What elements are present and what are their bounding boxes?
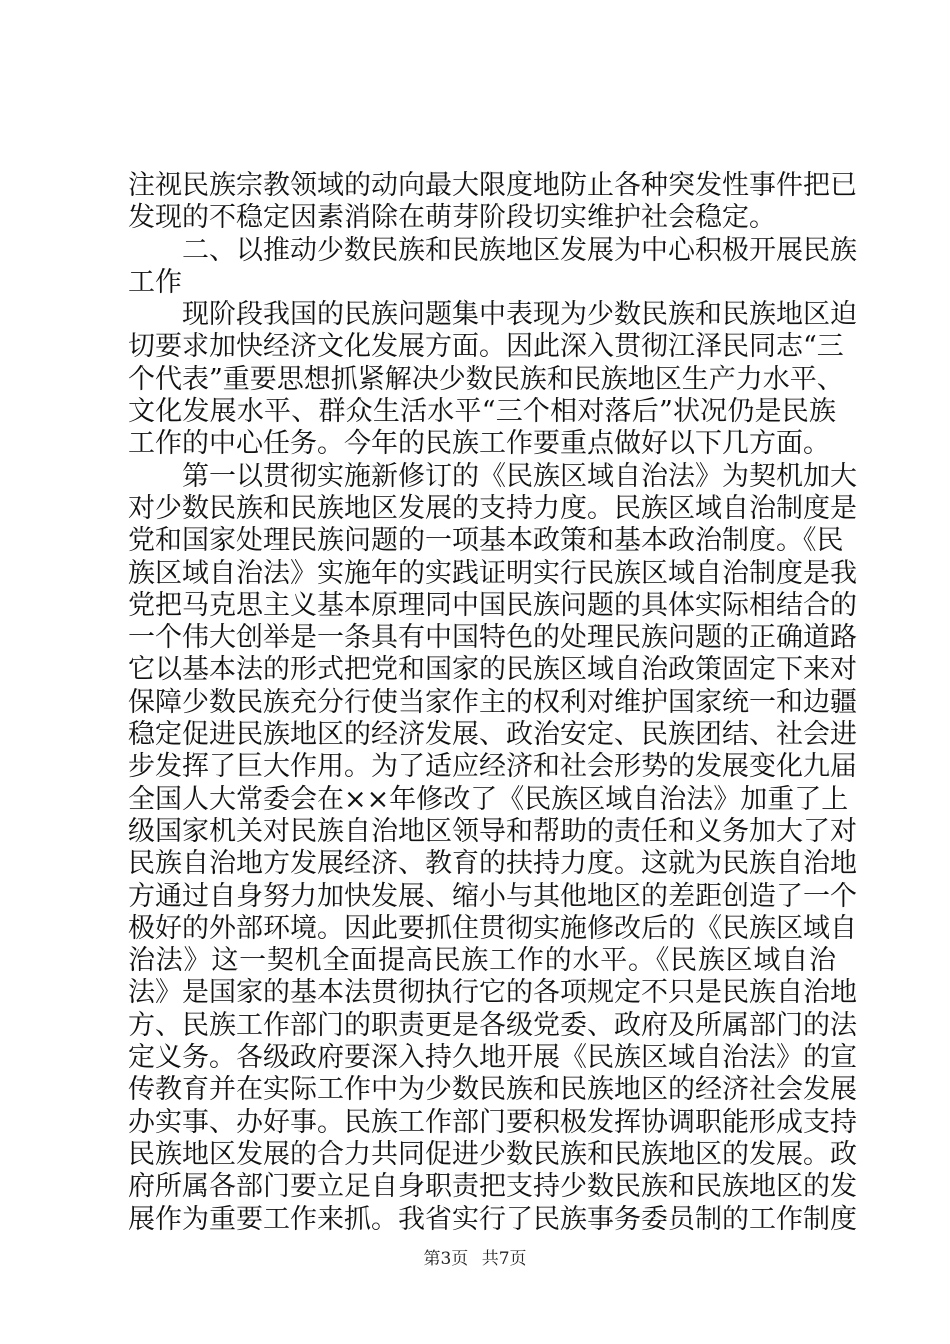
text-line: 稳定促进民族地区的经济发展、政治安定、民族团结、社会进: [128, 719, 857, 751]
text-line: 文化发展水平、群众生活水平“三个相对落后”状况仍是民族: [128, 396, 836, 428]
text-line: 民族自治地方发展经济、教育的扶持力度。这就为民族自治地: [128, 848, 857, 880]
text-line: 对少数民族和民族地区发展的支持力度。民族区域自治制度是: [128, 492, 857, 524]
text-line: 民族地区发展的合力共同促进少数民族和民族地区的发展。政: [128, 1138, 857, 1170]
text-line: 它以基本法的形式把党和国家的民族区域自治政策固定下来对: [128, 654, 857, 686]
text-line: 步发挥了巨大作用。为了适应经济和社会形势的发展变化九届: [128, 751, 857, 783]
text-line: 切要求加快经济文化发展方面。因此深入贯彻江泽民同志“三: [128, 331, 844, 363]
page-number-total: 共7页: [481, 1249, 527, 1269]
text-line: 府所属各部门要立足自身职责把支持少数民族和民族地区的发: [128, 1171, 857, 1203]
page-number-current: 第3页: [423, 1249, 469, 1269]
text-line: 展作为重要工作来抓。我省实行了民族事务委员制的工作制度: [128, 1203, 857, 1235]
text-line: 传教育并在实际工作中为少数民族和民族地区的经济社会发展: [128, 1074, 857, 1106]
text-line: 极好的外部环境。因此要抓住贯彻实施修改后的《民族区域自: [128, 912, 857, 944]
text-line: 发现的不稳定因素消除在萌芽阶段切实维护社会稳定。: [128, 202, 776, 234]
text-line: 工作的中心任务。今年的民族工作要重点做好以下几方面。: [128, 428, 830, 460]
text-line: 保障少数民族充分行使当家作主的权利对维护国家统一和边疆: [128, 686, 857, 718]
text-line: 二、以推动少数民族和民族地区发展为中心积极开展民族: [182, 234, 857, 266]
text-line: 办实事、办好事。民族工作部门要积极发挥协调职能形成支持: [128, 1106, 857, 1138]
text-line: 族区域自治法》实施年的实践证明实行民族区域自治制度是我: [128, 557, 857, 589]
text-line: 治法》这一契机全面提高民族工作的水平。《民族区域自治: [128, 945, 836, 977]
text-line: 个代表”重要思想抓紧解决少数民族和民族地区生产力水平、: [128, 363, 844, 395]
text-line: 法》是国家的基本法贯彻执行它的各项规定不只是民族自治地: [128, 977, 857, 1009]
text-line: 党把马克思主义基本原理同中国民族问题的具体实际相结合的: [128, 589, 857, 621]
text-line: 全国人大常委会在××年修改了《民族区域自治法》加重了上: [128, 783, 849, 815]
text-line: 级国家机关对民族自治地区领导和帮助的责任和义务加大了对: [128, 815, 857, 847]
text-line: 第一以贯彻实施新修订的《民族区域自治法》为契机加大: [182, 460, 857, 492]
text-line: 现阶段我国的民族问题集中表现为少数民族和民族地区迫: [182, 299, 857, 331]
text-line: 方、民族工作部门的职责更是各级党委、政府及所属部门的法: [128, 1009, 857, 1041]
text-line: 注视民族宗教领域的动向最大限度地防止各种突发性事件把已: [128, 170, 857, 201]
text-line: 党和国家处理民族问题的一项基本政策和基本政治制度。《民: [128, 525, 844, 557]
page-footer: [0, 1244, 950, 1269]
text-line: 一个伟大创举是一条具有中国特色的处理民族问题的正确道路: [128, 622, 857, 654]
text-line: 方通过自身努力加快发展、缩小与其他地区的差距创造了一个: [128, 880, 857, 912]
text-line: 定义务。各级政府要深入持久地开展《民族区域自治法》的宣: [128, 1042, 857, 1074]
text-line: 工作: [128, 266, 182, 298]
document-body: [128, 170, 857, 1236]
